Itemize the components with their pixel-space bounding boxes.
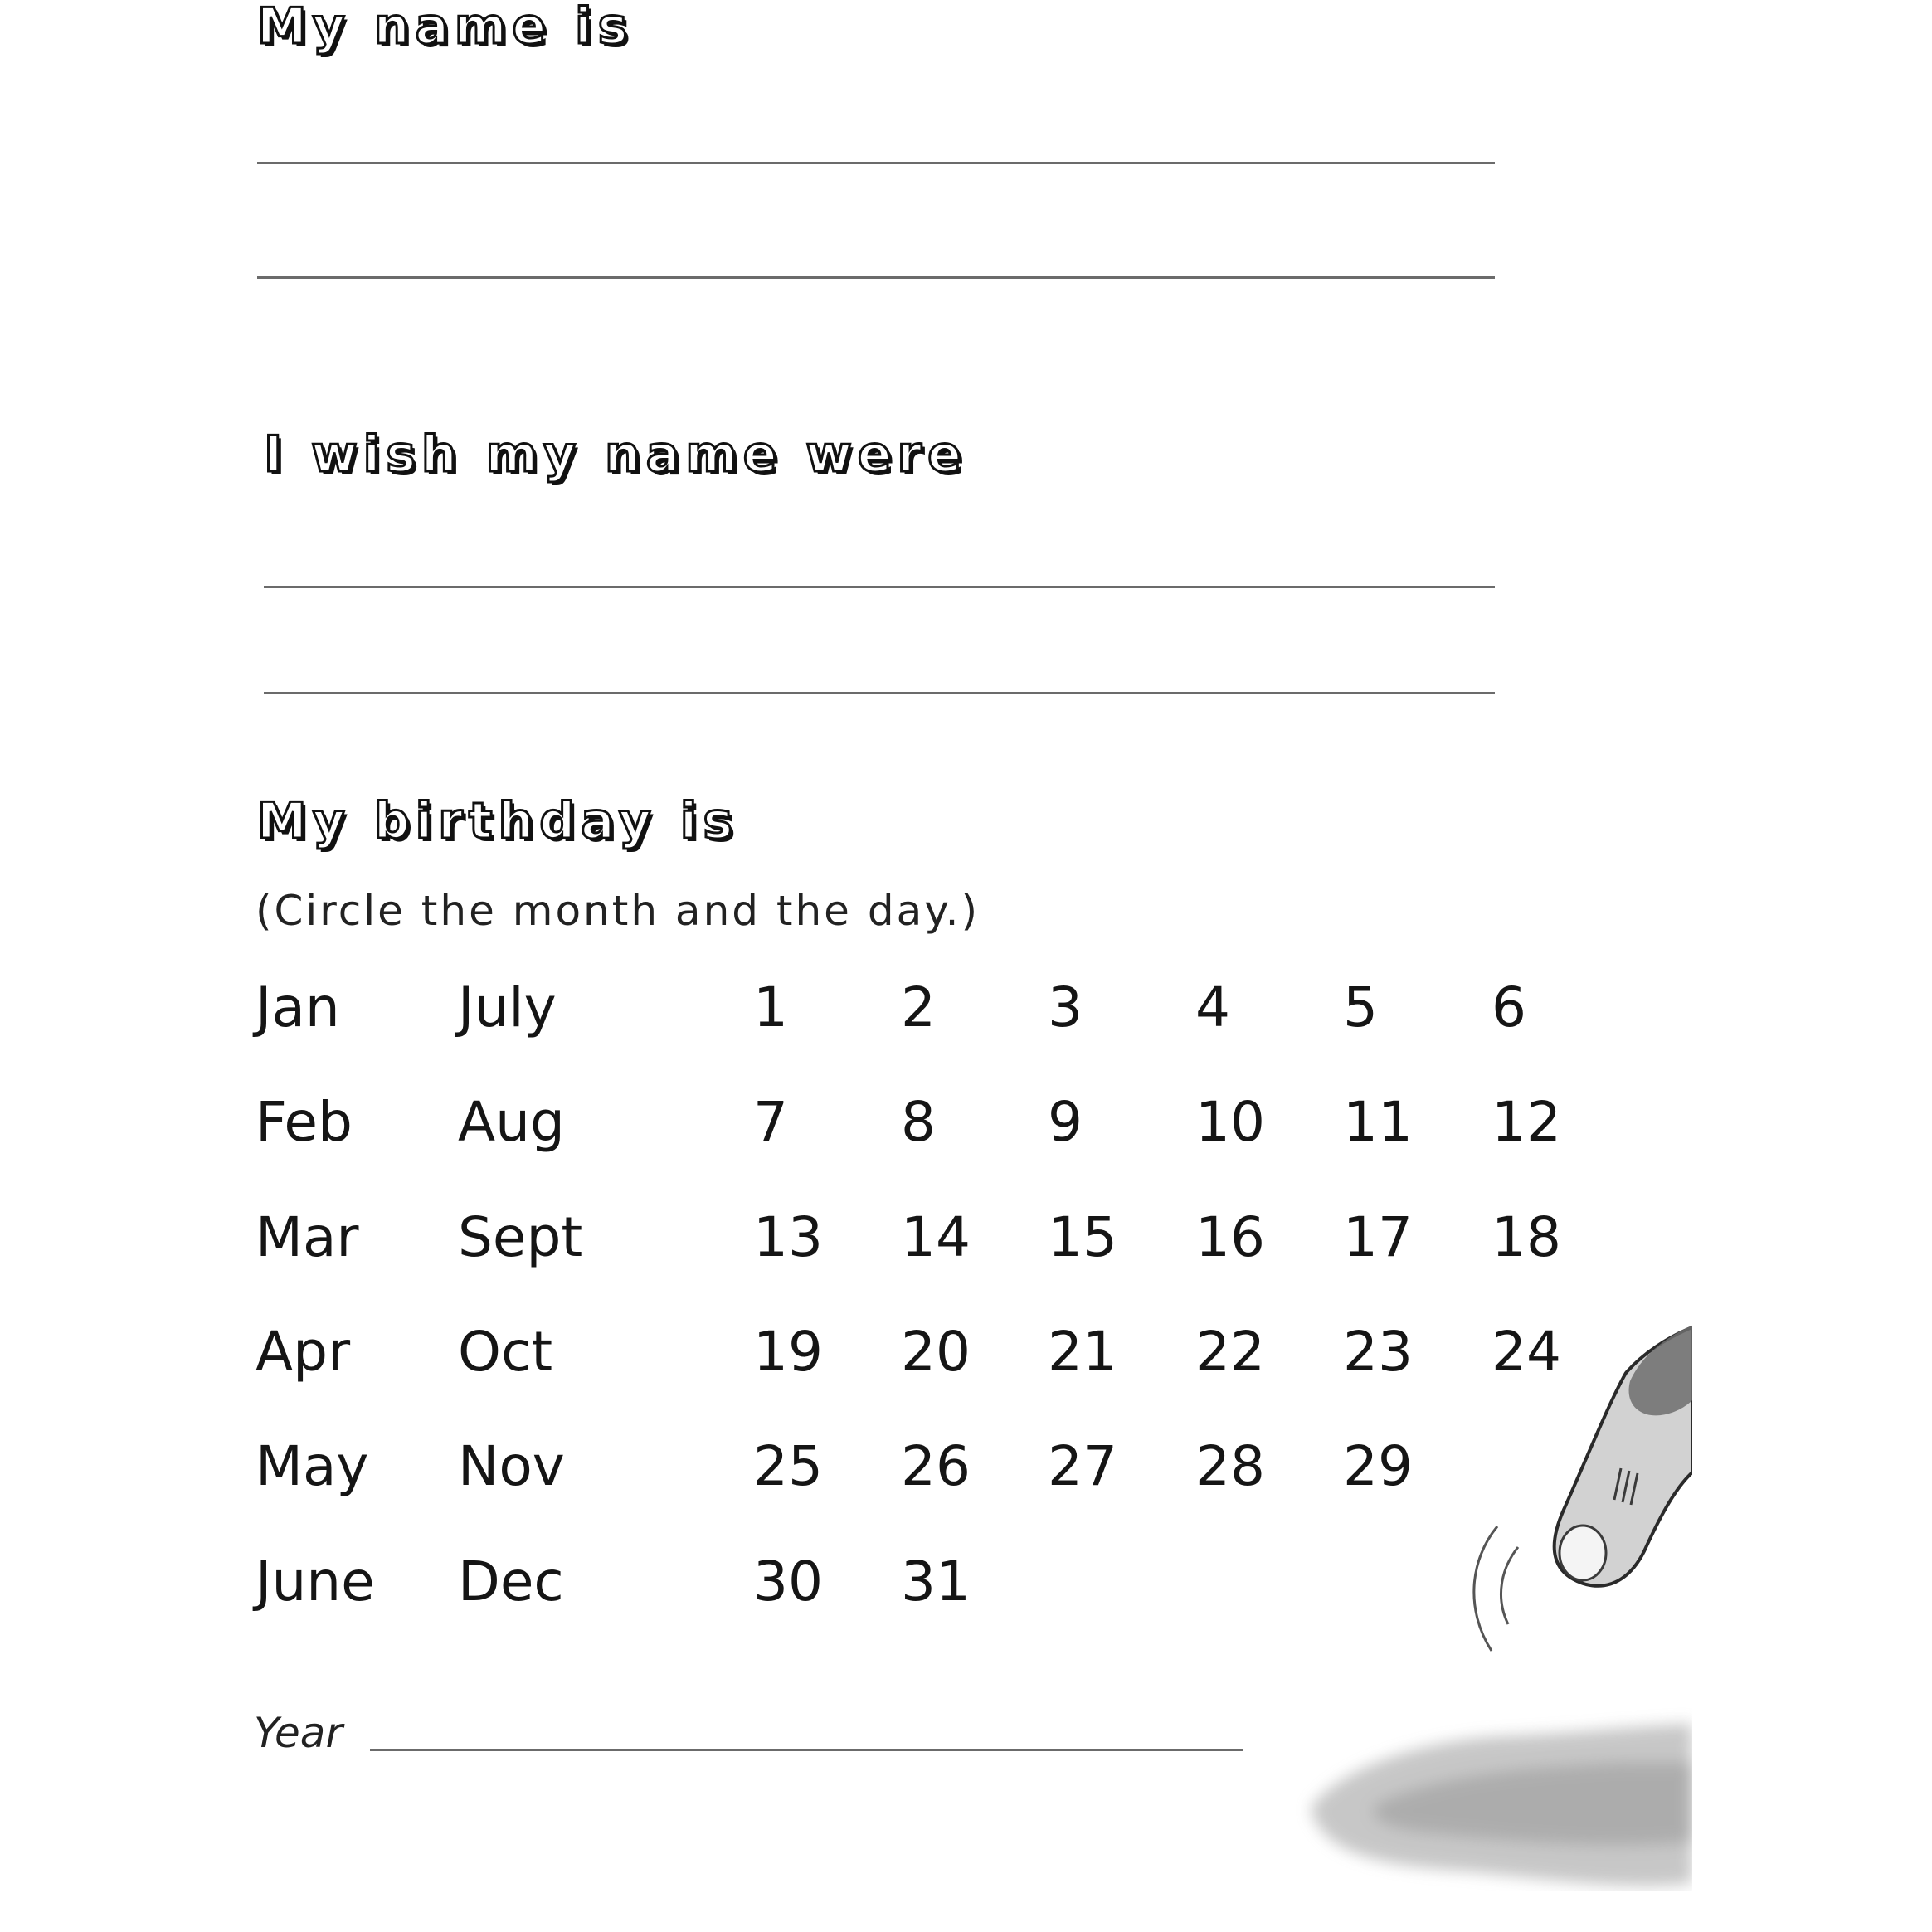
month-option[interactable]: Mar — [255, 1205, 359, 1269]
day-option[interactable]: 20 — [901, 1320, 971, 1384]
month-option[interactable]: Dec — [458, 1550, 564, 1613]
month-option[interactable]: Jan — [255, 976, 340, 1039]
day-option[interactable]: 17 — [1343, 1205, 1413, 1269]
day-option[interactable]: 6 — [1492, 976, 1526, 1039]
name-write-line-1[interactable] — [257, 162, 1495, 164]
day-option[interactable]: 8 — [901, 1090, 936, 1154]
day-option[interactable]: 27 — [1048, 1434, 1117, 1498]
day-option[interactable]: 28 — [1195, 1434, 1265, 1498]
day-option[interactable]: 31 — [901, 1550, 971, 1613]
day-option[interactable]: 30 — [753, 1550, 823, 1613]
year-label: Year — [254, 1709, 343, 1757]
day-option[interactable]: 11 — [1343, 1090, 1413, 1154]
pointing-finger-illustration — [1277, 1311, 1692, 1891]
day-option[interactable]: 26 — [901, 1434, 971, 1498]
day-option[interactable]: 24 — [1492, 1320, 1561, 1384]
day-option[interactable]: 22 — [1195, 1320, 1265, 1384]
day-option[interactable]: 2 — [901, 976, 936, 1039]
month-option[interactable]: May — [255, 1434, 369, 1498]
name-write-line-2[interactable] — [257, 276, 1495, 279]
month-option[interactable]: Aug — [458, 1090, 565, 1154]
month-option[interactable]: Feb — [255, 1090, 353, 1154]
year-write-line[interactable] — [370, 1749, 1243, 1751]
month-option[interactable]: Oct — [458, 1320, 553, 1384]
day-option[interactable]: 3 — [1048, 976, 1083, 1039]
name-heading: My name is — [257, 0, 634, 56]
day-option[interactable]: 5 — [1343, 976, 1378, 1039]
month-option[interactable]: July — [458, 976, 557, 1039]
day-option[interactable]: 25 — [753, 1434, 823, 1498]
day-option[interactable]: 19 — [753, 1320, 823, 1384]
birthday-heading: My birthday is — [257, 792, 739, 850]
day-option[interactable]: 9 — [1048, 1090, 1083, 1154]
wish-write-line-2[interactable] — [264, 692, 1495, 694]
day-option[interactable]: 18 — [1492, 1205, 1561, 1269]
day-option[interactable]: 12 — [1492, 1090, 1561, 1154]
day-option[interactable]: 29 — [1343, 1434, 1413, 1498]
day-option[interactable]: 4 — [1195, 976, 1230, 1039]
day-option[interactable]: 16 — [1195, 1205, 1265, 1269]
day-option[interactable]: 1 — [753, 976, 788, 1039]
day-option[interactable]: 15 — [1048, 1205, 1117, 1269]
day-option[interactable]: 23 — [1343, 1320, 1413, 1384]
day-option[interactable]: 14 — [901, 1205, 971, 1269]
month-option[interactable]: June — [255, 1550, 375, 1613]
day-option[interactable]: 10 — [1195, 1090, 1265, 1154]
wish-name-heading: I wish my name were — [264, 426, 967, 484]
month-option[interactable]: Sept — [458, 1205, 583, 1269]
day-option[interactable]: 13 — [753, 1205, 823, 1269]
pointing-finger-icon — [1474, 1320, 1692, 1651]
day-option[interactable]: 7 — [753, 1090, 788, 1154]
month-option[interactable]: Apr — [255, 1320, 351, 1384]
wish-write-line-1[interactable] — [264, 586, 1495, 588]
circle-instruction: (Circle the month and the day.) — [255, 887, 981, 935]
month-option[interactable]: Nov — [458, 1434, 565, 1498]
day-option[interactable]: 21 — [1048, 1320, 1117, 1384]
watercolor-shadow — [1311, 1724, 1692, 1886]
